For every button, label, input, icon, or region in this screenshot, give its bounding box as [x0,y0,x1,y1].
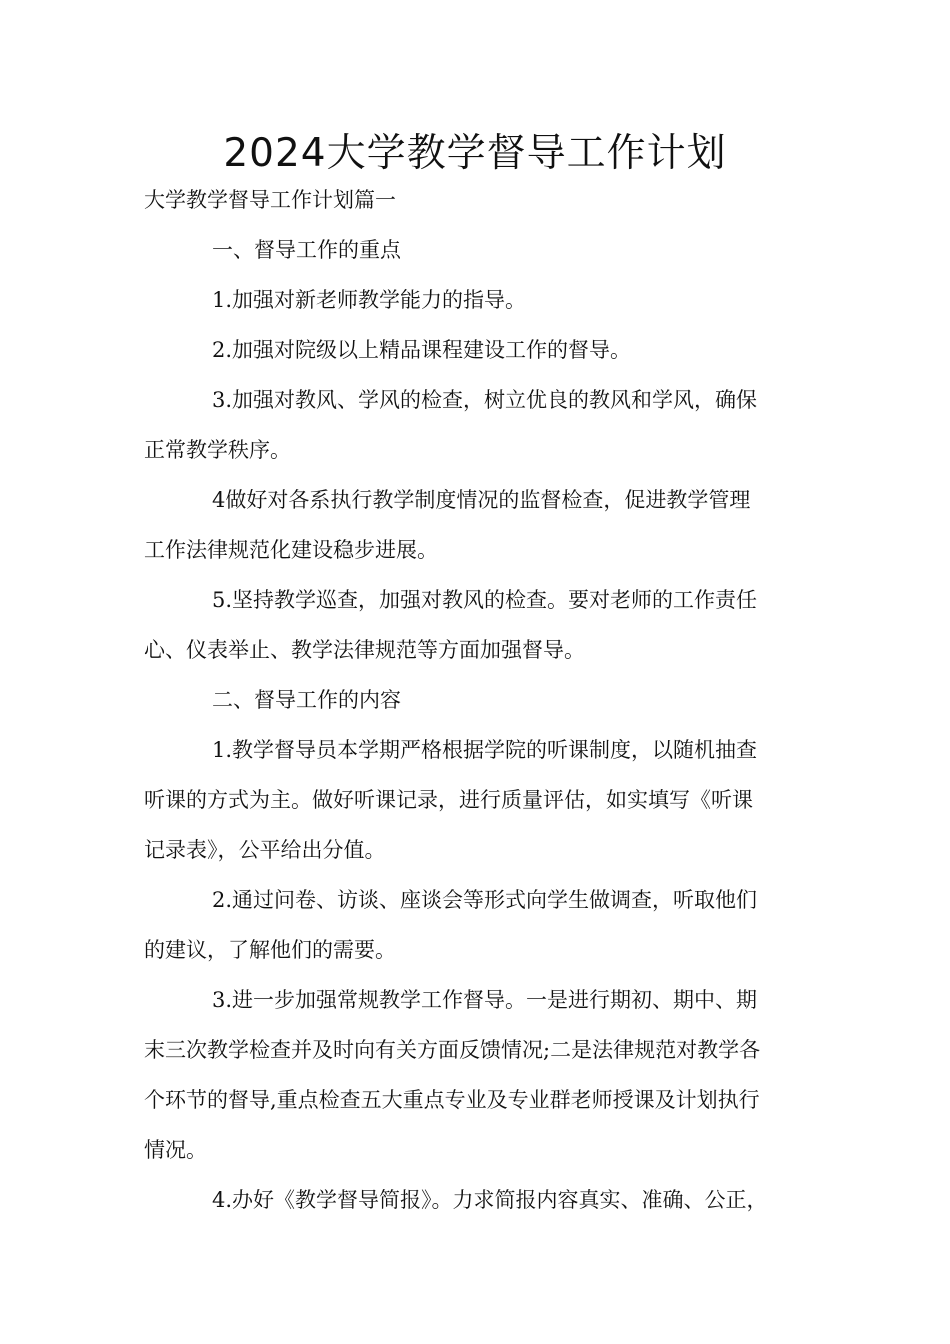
paragraph-line: 2.加强对院级以上精品课程建设工作的督导。 [212,338,632,362]
paragraph-line: 3.进一步加强常规教学工作督导。一是进行期初、期中、期 [212,988,758,1012]
paragraph-line: 的建议，了解他们的需要。 [144,938,396,962]
paragraph-line: 1.加强对新老师教学能力的指导。 [212,288,527,312]
paragraph-line: 末三次教学检查并及时向有关方面反馈情况;二是法律规范对教学各 [144,1038,761,1062]
paragraph-line: 心、仪表举止、教学法律规范等方面加强督导。 [144,638,585,662]
paragraph-line: 4做好对各系执行教学制度情况的监督检查，促进教学管理 [212,488,751,512]
paragraph-line: 正常教学秩序。 [144,438,291,462]
paragraph-line: 情况。 [144,1138,207,1162]
paragraph-line: 3.加强对教风、学风的检查，树立优良的教风和学风，确保 [212,388,758,412]
document-title: 2024大学教学督导工作计划 [223,131,727,176]
paragraph-line: 个环节的督导,重点检查五大重点专业及专业群老师授课及计划执行 [144,1088,760,1112]
paragraph-line: 4.办好《教学督导简报》。力求简报内容真实、准确、公正， [212,1188,768,1212]
paragraph-line: 5.坚持教学巡查，加强对教风的检查。要对老师的工作责任 [212,588,758,612]
document-subtitle: 大学教学督导工作计划篇一 [144,188,396,212]
paragraph-line: 1.教学督导员本学期严格根据学院的听课制度，以随机抽查 [212,738,758,762]
paragraph-line: 记录表》，公平给出分值。 [144,838,386,862]
section-heading-1: 一、督导工作的重点 [212,238,401,262]
paragraph-line: 听课的方式为主。做好听课记录，进行质量评估，如实填写《听课 [144,788,753,812]
paragraph-line: 2.通过问卷、访谈、座谈会等形式向学生做调查，听取他们 [212,888,758,912]
section-heading-2: 二、督导工作的内容 [212,688,401,712]
paragraph-line: 工作法律规范化建设稳步进展。 [144,538,438,562]
